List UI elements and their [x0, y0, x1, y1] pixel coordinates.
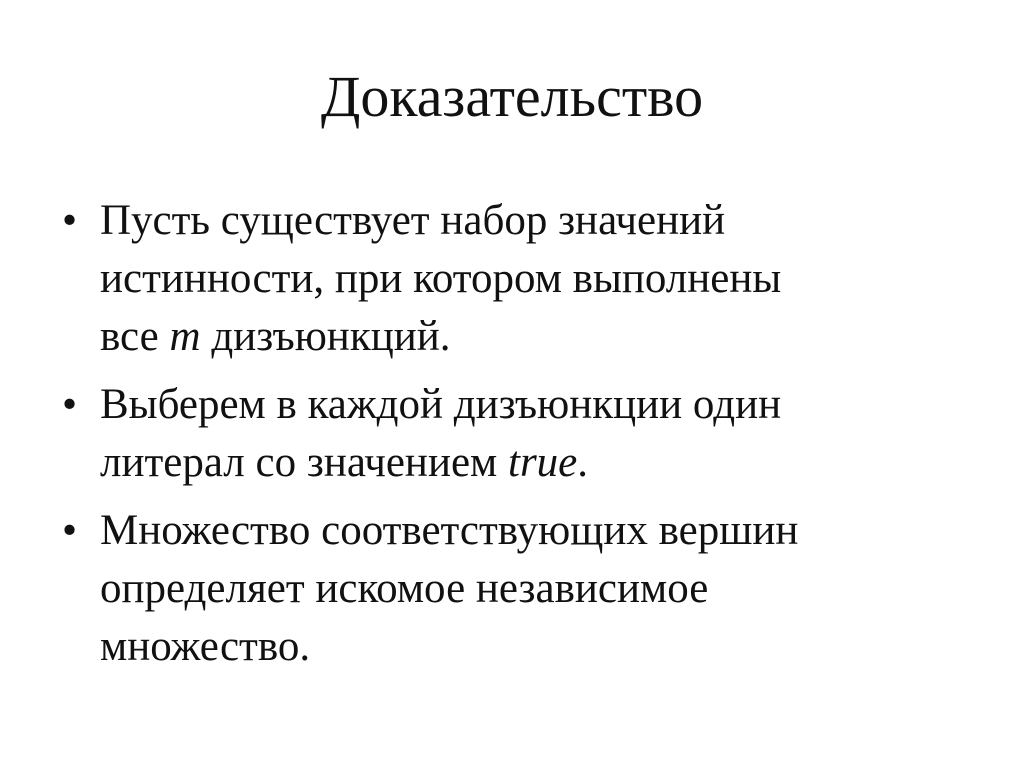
bullet-line: Множество соответствующих вершин — [100, 507, 799, 554]
bullet-list — [62, 192, 962, 686]
bullet-item — [62, 502, 962, 676]
bullet-line — [100, 308, 962, 366]
slide-title: Доказательство — [320, 64, 704, 129]
bullet-line: определяет искомое независимое — [100, 565, 709, 612]
bullet-item — [62, 192, 962, 366]
bullet-line-text: все — [100, 313, 170, 360]
variable-m: m — [169, 313, 201, 360]
bullet-line: Выберем в каждой дизъюнкции один — [100, 381, 782, 428]
bullet-line-text: . — [577, 439, 589, 486]
bullet-line: множество. — [100, 623, 311, 670]
bullet-line: истинности, при котором выполнены — [100, 255, 782, 302]
bullet-marker: • — [62, 507, 78, 554]
bullet-marker: • — [62, 197, 78, 244]
keyword-true: true — [508, 439, 578, 486]
bullet-line — [100, 434, 962, 492]
bullet-line-text: литерал со значением — [100, 439, 508, 486]
bullet-item — [62, 376, 962, 492]
bullet-marker: • — [62, 381, 78, 428]
bullet-line: Пусть существует набор значений — [100, 197, 726, 244]
bullet-line-text: дизъюнкций. — [200, 313, 451, 360]
